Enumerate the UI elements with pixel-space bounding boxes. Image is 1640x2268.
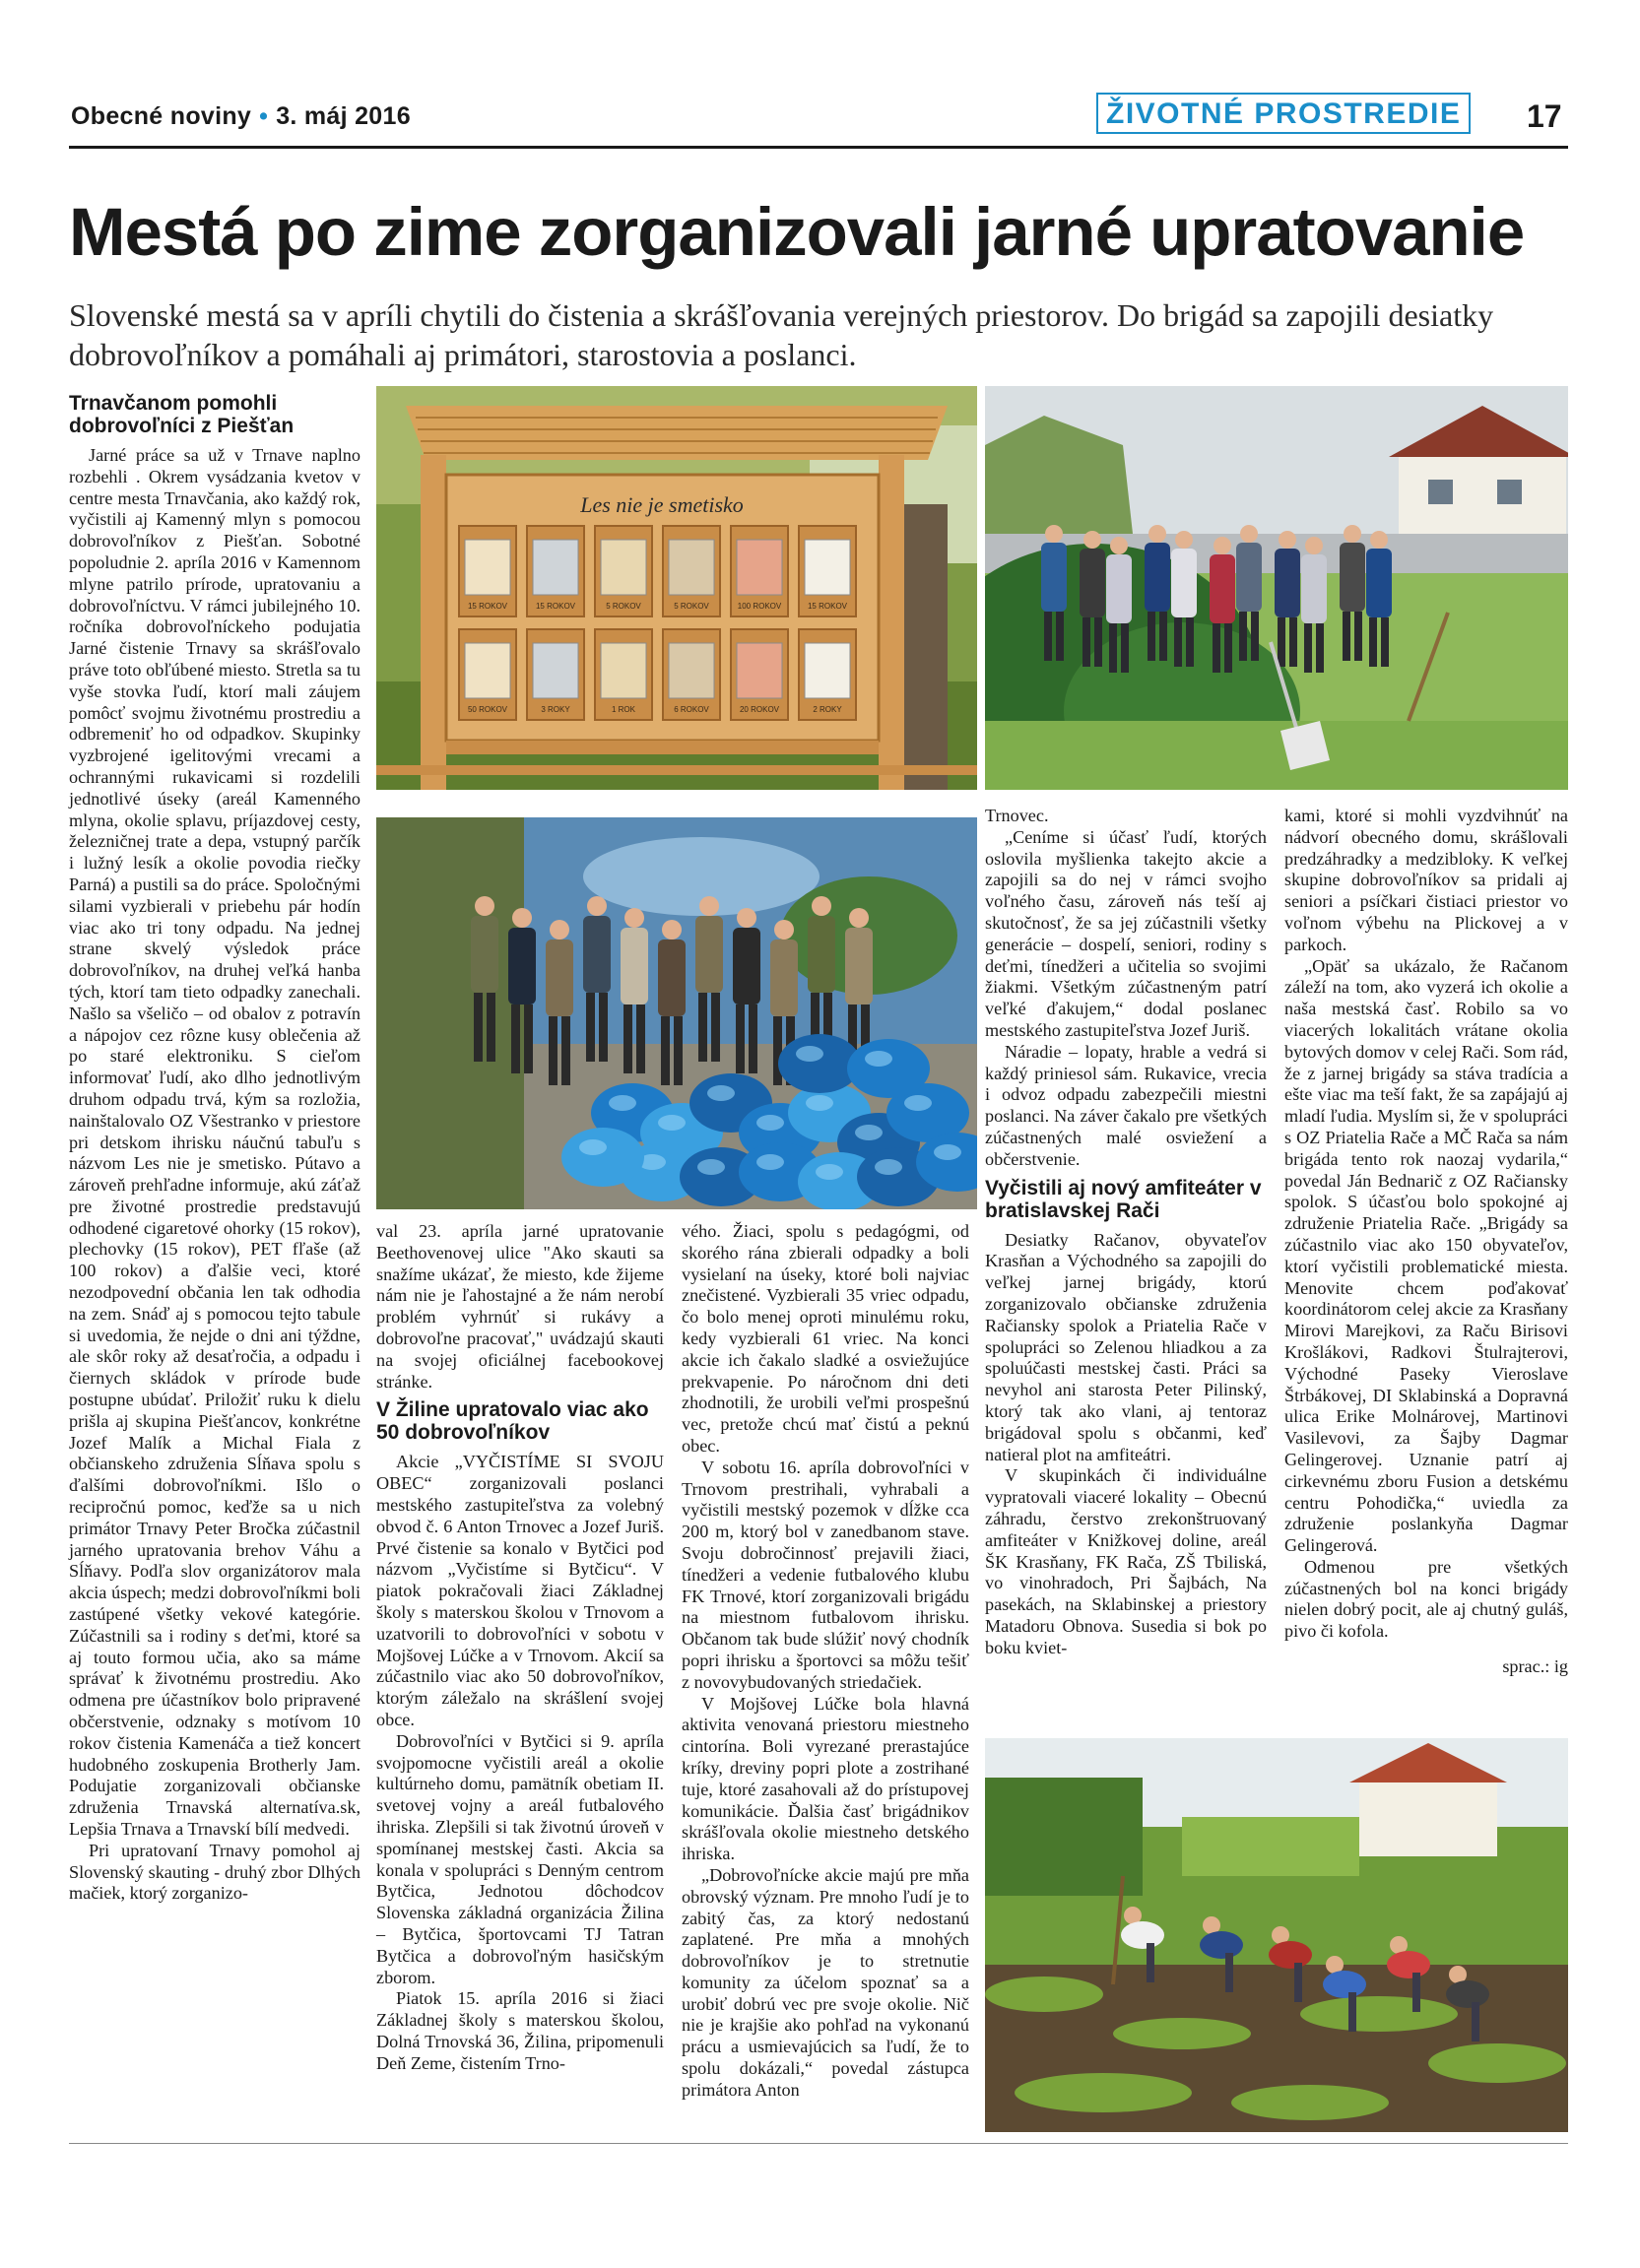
photo-volunteers-park: [985, 386, 1568, 790]
page-number: 17: [1527, 98, 1562, 134]
paragraph: V Mojšovej Lúčke bola hlavná aktivita venovaná priestoru miestneho cintorína. Boli vyrezané prerastajúce kríky, dreviny popri plote a zostrihané tuje, ktoré zasahovali až do prístupovej komunikácie. Ďalšia časť brigádnikov skrášľovala okolie miestneho detského ihriska.: [682, 1693, 969, 1864]
board-card-label: 6 ROKOV: [674, 705, 709, 714]
board-card-label: 1 ROK: [611, 705, 636, 714]
photo-scouts-garbage-bags: [376, 817, 977, 1209]
column-4: [985, 806, 1267, 1658]
paragraph: val 23. apríla jarné upratovanie Beethovenovej ulice "Ako skauti sa snažíme ukázať, že miesto, kde žijeme nám nie je ľahostajné a že nám nerobí problém vyhrnúť si rukávy a dobrovoľne pracovať," uvádzajú skauti na svojej oficiálnej facebookovej stránke.: [376, 1221, 664, 1392]
issue-date: 3. máj 2016: [276, 102, 411, 130]
paragraph: „Ceníme si účasť ľudí, ktorých oslovila myšlienka takejto akcie a zapojili sa do nej v rámci svojho voľného času, zároveň nás teší aj skutočnosť, že sa jej zúčastnili všetky generácie – dospelí, seniori, rodiny s deťmi, tínedžeri a učitelia so svojimi žiakmi. Všetkým zúčastneným patrí veľké ďakujem,“ dodal poslanec mestského zastupiteľstva Jozef Juriš.: [985, 826, 1267, 1040]
board-card-label: 20 ROKOV: [739, 705, 780, 714]
article-headline: Mestá po zime zorganizovali jarné upratovanie: [69, 194, 1525, 270]
paragraph: vého. Žiaci, spolu s pedagógmi, od skorého rána zbierali odpadky a boli vysielaní na úseky, ktoré boli najviac znečistené. Vyzbierali 35 vriec odpadu, čo bolo menej oproti minulému roku, kedy vyzbierali 61 vriec. Na konci akcie ich čakalo sladké a osviežujúce prekvapenie. Po náročnom dni deti zhodnotili, že urobili veľmi prospešnú vec, pretože chcú mať čistú a peknú obec.: [682, 1221, 969, 1456]
photo-waste-info-board: [376, 386, 977, 790]
board-card-label: 15 ROKOV: [535, 602, 576, 611]
bullet-separator: •: [259, 102, 269, 130]
board-card-label: 5 ROKOV: [606, 602, 641, 611]
board-card-label: 15 ROKOV: [467, 602, 508, 611]
paragraph: Odmenou pre všetkých zúčastnených bol na konci brigády nielen dobrý pocit, ale aj chutný guláš, pivo či kofola.: [1284, 1556, 1568, 1642]
paragraph: Dobrovoľníci v Bytčici si 9. apríla svojpomocne vyčistili areál a okolie kultúrneho domu, pamätník obetiam II. svetovej vojny a areál futbalového ihriska. Zlepšili si tak životnú úroveň v spomínanej mestskej časti. Akcia sa konala v spolupráci s Denným centrom Bytčica, Jednotou dôchodcov Slovenska základná organizácia Žilina – Bytčica, športovcami TJ Tatran Bytčica a dobrovoľným hasičským zborom.: [376, 1730, 664, 1987]
header-rule: [69, 146, 1568, 149]
board-sign-text: Les nie je smetisko: [580, 492, 744, 517]
paragraph: Náradie – lopaty, hrable a vedrá si každý priniesol sám. Rukavice, vrecia i odvoz odpadu zabezpečili miestni poslanci. Na záver čakalo pre všetkých zúčastnených malé osviežení a občerstvenie.: [985, 1041, 1267, 1169]
article-lead: Slovenské mestá sa v apríli chytili do čistenia a skrášľovania verejných priestorov. Do brigád sa zapojili desiatky dobrovoľníkov a pomáhali aj primátori, starostovia a poslanci.: [69, 297, 1494, 372]
paragraph: Trnovec.: [985, 806, 1049, 825]
board-card-label: 5 ROKOV: [674, 602, 709, 611]
board-card-label: 50 ROKOV: [467, 705, 508, 714]
subhead-zilina: V Žiline upratovalo viac ako 50 dobrovoľníkov: [376, 1398, 649, 1445]
photo-garden-workers: [985, 1738, 1568, 2132]
subhead-trnava: Trnavčanom pomohli dobrovoľníci z Piešťan: [69, 392, 295, 437]
paragraph: Jarné práce sa už v Trnave naplno rozbehli . Okrem vysádzania kvetov v centre mesta Trnavčania, ako každý rok, vyčistili aj Kamenný mlyn s pomocou dobrovoľníkov z Piešťan. Sobotné popoludnie 2. apríla 2016 v Kamennom mlyne patrilo prírode, upratovaniu a dobrovoľníctvu. V rámci jubilejného 10. ročníka dobrovoľníckeho podujatia Jarné čistenie Trnavy sa skrášľovalo práve toto obľúbené miesto. Stretla sa tu vyše stovka ľudí, ktorí mali záujem pomôcť svojmu životnému prostrediu a odbremeniť ho od odpadkov. Skupinky vyzbrojené igelitovými vrecami a ochrannými rukavicami si rozdelili jednotlivé úseky (areál Kamenného mlyna, okolie splavu, príjazdovej cesty, železničnej trate a depa, vstupný parčík i lužný lesík a okolie povodia riečky Parná) a pustili sa do práce. Spoločnými silami vyzbierali v priebehu pár hodín viac ako tri tony odpadu. Na jednej strane skvelý výsledok práce dobrovoľníkov, na druhej veľká hanba tých, ktorí tam tieto odpadky zanechali. Našlo sa všeličo – od obalov z potravín a nápojov cez rôzne kusy oblečenia až po staré elektroniku. S cieľom informovať ľudí, ako dlho jednotlivým druhom odpadu trvá, kým sa rozložia, nainštalovalo OZ Všestranko v priestore pri detskom ihrisku náučnú tabuľu s názvom Les nie je smetisko. Pútavo a zároveň prehľadne informuje, akú záťaž pre životné prostredie predstavujú odhodené cigaretové ohorky (15 rokov), plechovky (15 rokov), PET fľaše (až 100 rokov) a ďalšie veci, ktoré nezodpovední občania len tak odhodia na zem. Snáď aj s pomocou tejto tabule si uvedomia, že nejde o dni ani týždne, ale skôr roky až desaťročia, a odpadu i čiernych skládok v prírode bude postupne ubúdať. Priložiť ruku k dielu prišla aj skupina Piešťancov, konkrétne Jozef Malík a Michal Fiala z občianskeho združenia Sĺňava spolu s ďalšími dobrovoľníkmi. Išlo o recipročnú pomoc, keďže sa u nich primátor Trnavy Peter Bročka zúčastnil jarného upratovania brehov Váhu a Sĺňavy. Podľa slov organizátorov mala akcia úspech; medzi dobrovoľníkmi boli zastúpené všetky vekové kategórie. Zúčastnili sa i rodiny s deťmi, ktoré sa aj touto formou učia, ako sa máme správať k životnému prostrediu. Ako odmena pre účastníkov bolo pripravené občerstvenie, odznaky s motívom 10 rokov čistenia Kamenáča a tiež koncert hudobného zoskupenia Brotherly Jam. Podujatie zorganizovali občianske združenia Trnavská alternatíva.sk, Lepšia Trnava a Trnavskí bílí medvedi.: [69, 445, 361, 1839]
paragraph: Akcie „VYČISTÍME SI SVOJU OBEC“ zorganizovali poslanci mestského zastupiteľstva za volebný obvod č. 6 Anton Trnovec a Jozef Juriš. Prvé čistenie sa konalo v Bytčici pod názvom „Vyčistíme si Bytčicu“. V piatok pokračovali žiaci Základnej školy s materskou školou v Trnovom a uzatvorili to dobrovoľníci v sobotu v Mojšovej Lúčke a v Trnovom. Akcií sa zúčastnilo viac ako 50 dobrovoľníkov, ktorým záležalo na skrášlení svojej obce.: [376, 1452, 664, 1729]
paragraph: Desiatky Račanov, obyvateľov Krasňan a Východného sa zapojili do veľkej jarnej brigády, ktorú zorganizovalo občianske združenia Račiansky spolok a Priatelia Rače v spolupráci so Zelenou hliadkou a za spoluúčasti mestskej časti. Práci sa nevyhol ani starosta Peter Pilinský, ktorý tak ako vlani, aj tentoraz brigádoval spolu s občanmi, keď natieral plot na amfiteátri.: [985, 1229, 1267, 1464]
paragraph: „Dobrovoľnícke akcie majú pre mňa obrovský význam. Pre mnoho ľudí je to zabitý čas, za ktorý nedostanú zaplatené. Pre mňa a mnohých dobrovoľníkov je to stretnutie komunity za účelom spoznať sa a urobiť dobrú vec pre svoje okolie. Nič nie je krajšie ako pohľad na vykonanú prácu a usmievajúcich sa ľudí, že to spolu dokázali,“ povedal zástupca primátora Anton: [682, 1864, 969, 2100]
running-header: [71, 102, 411, 131]
paragraph: V skupinkách či individuálne vypratovali viaceré lokality – Obecnú záhradu, čerstvo zrekonštruovaný amfiteáter v Knižkovej doline, areál ŠK Krasňany, FK Rača, ZŠ Tbiliská, vo vinohradoch, Pri Šajbách, Na pasekách, na Sklabinskej a priestory Matadoru Obnova. Susedia si bok po boku kviet-: [985, 1465, 1267, 1657]
board-card-label: 3 ROKY: [541, 705, 570, 714]
column-5: [1284, 806, 1568, 1678]
publication-name: Obecné noviny: [71, 102, 252, 130]
board-card-label: 15 ROKOV: [807, 602, 848, 611]
board-card-label: 100 ROKOV: [737, 602, 782, 611]
paragraph: „Opäť sa ukázalo, že Račanom záleží na tom, ako vyzerá ich okolie a naša mestská časť. Robilo sa vo viacerých lokalitách vrátane okolia bytových domov v celej Rači. Som rád, že z jarnej brigády sa stáva tradícia a ešte viac ma teší fakt, že sa zapájajú aj mladí ľudia. Myslím si, že v spolupráci s OZ Priatelia Rače a MČ Rača sa nám brigáda tento rok naozaj vydarila,“ povedal Ján Bednarič z OZ Račiansky spolok. S účasťou bolo spokojné aj združenie Priatelia Rače. „Brigády sa zúčastnilo viac ako 150 obyvateľov, ktorí vyčistili problematické miesta. Menovite chcem poďakovať koordinátorom celej akcie za Krasňany Mirovi Marejkovi, za Raču Birisovi Krošlákovi, Radkovi Štulrajterovi, Východné Paseky Vieroslave Štrbákovej, DI Sklabinská a Dopravná ulica Erike Molnárovej, Martinovi Vasilevovi, za Šajby Dagmar Gelingerovej. Uznanie patrí aj cirkevnému zboru Fusion a detskému centru Pohodička,“ uviedla za združenie poslankyňa Dagmar Gelingerová.: [1284, 955, 1568, 1556]
paragraph: Piatok 15. apríla 2016 si žiaci Základnej školy s materskou školou, Dolná Trnovská 36, Žilina, pripomenuli Deň Zeme, čistením Trno-: [376, 1988, 664, 2073]
paragraph: kami, ktoré si mohli vyzdvihnúť na nádvorí obecného domu, skrášlovali predzáhradky a medzibloky. K veľkej skupine dobrovoľníkov sa pridali aj seniori a psíčkari čistiaci priestor vo voľnom výbehu na Plickovej a v parkoch.: [1284, 806, 1568, 954]
subhead-raca: Vyčistili aj nový amfiteáter v bratislavskej Rači: [985, 1176, 1262, 1222]
author-signature: sprac.: ig: [1502, 1656, 1568, 1677]
column-1: [69, 386, 361, 1905]
column-3: [682, 1221, 969, 2102]
column-2: [376, 1221, 664, 2074]
paragraph: Pri upratovaní Trnavy pomohol aj Slovenský skauting - druhý zbor Dlhých mačiek, ktorý zorganizo-: [69, 1840, 361, 1904]
paragraph: V sobotu 16. apríla dobrovoľníci v Trnovom prestrihali, vyhrabali a vyčistili mestský pozemok v dĺžke cca 200 m, ktorý bol v zanedbanom stave. Svoju dobročinnosť prejavili žiaci, tínedžeri a vedenie futbalového klubu FK Trnové, ktorí zorganizovali brigádu na miestnom futbalovom ihrisku. Občanom tak bude slúžiť nový chodník popri ihrisku a športovci sa môžu tešiť z novovybudovaných striedačiek.: [682, 1457, 969, 1692]
section-label: ŽIVOTNÉ PROSTREDIE: [1096, 93, 1471, 134]
board-card-label: 2 ROKY: [813, 705, 842, 714]
footer-rule: [69, 2143, 1568, 2144]
